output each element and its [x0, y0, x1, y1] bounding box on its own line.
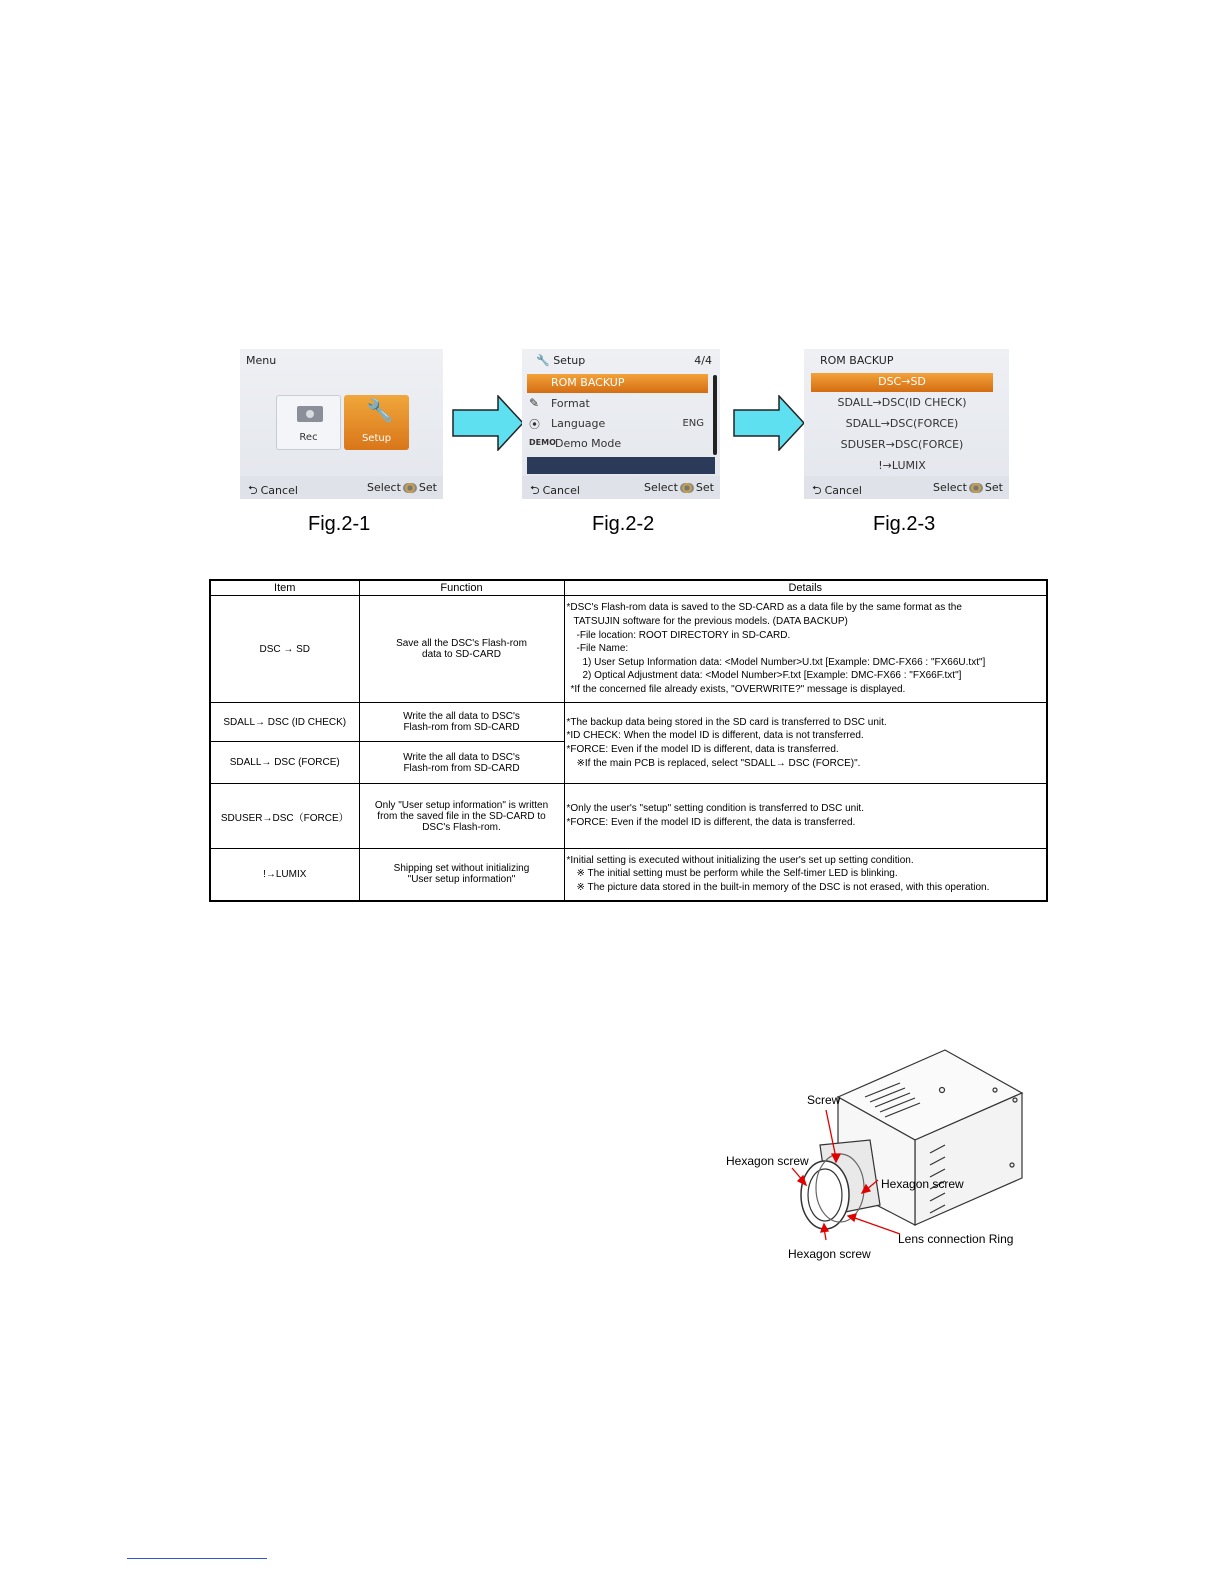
fig-2-2-caption: Fig.2-2	[592, 513, 655, 535]
header-item: Item	[210, 580, 359, 596]
fig-2-2-screen	[522, 349, 720, 499]
menu-item-demo-mode[interactable]: DEMO Demo Mode	[529, 437, 622, 450]
row-item: SDALL→ DSC (ID CHECK)	[210, 703, 359, 742]
fig-2-1-caption: Fig.2-1	[308, 513, 371, 535]
dial-icon	[680, 483, 694, 493]
cancel-button[interactable]: ⮌ Cancel	[812, 483, 862, 497]
return-icon: ⮌	[812, 483, 822, 497]
label-lens-connection-ring: Lens connection Ring	[898, 1232, 1014, 1246]
table-row	[210, 703, 1047, 742]
option-dsc-to-sd[interactable]: DSC→SD	[811, 373, 993, 392]
rec-tile[interactable]	[276, 395, 341, 450]
select-set-hint: Select Set	[643, 481, 714, 494]
page-indicator: 4/4	[694, 354, 712, 367]
row-item: SDALL→ DSC (FORCE)	[210, 742, 359, 784]
fig1-footer	[240, 476, 443, 499]
table-row	[210, 784, 1047, 849]
cancel-button[interactable]: ⮌ Cancel	[530, 483, 580, 497]
row-item: !→LUMIX	[210, 849, 359, 901]
menu-empty-bar	[527, 457, 715, 474]
header-function: Function	[359, 580, 564, 596]
row-item: DSC → SD	[210, 596, 359, 703]
setup-label: Setup	[361, 433, 392, 444]
select-set-hint: Select Set	[932, 481, 1003, 494]
option-sdall-force[interactable]: SDALL→DSC(FORCE)	[845, 417, 959, 430]
option-sduser-force[interactable]: SDUSER→DSC(FORCE)	[840, 438, 964, 451]
arrow-right-icon	[452, 395, 524, 451]
menu-item-rom-backup[interactable]: ROM BACKUP	[527, 374, 708, 393]
arrow-right-icon	[733, 395, 805, 451]
select-set-hint: Select Set	[366, 481, 437, 494]
fig-2-3-caption: Fig.2-3	[873, 513, 936, 535]
table-row	[210, 849, 1047, 901]
row-function: Write the all data to DSC's Flash-rom from SD-CARD	[359, 703, 564, 742]
cancel-button[interactable]: ⮌ Cancel	[248, 483, 298, 497]
wrench-icon: 🔧	[536, 354, 550, 367]
header-details: Details	[564, 580, 1047, 596]
label-hexagon-screw-bottom: Hexagon screw	[788, 1247, 871, 1261]
rec-label: Rec	[299, 432, 318, 443]
return-icon: ⮌	[530, 483, 540, 497]
return-icon: ⮌	[248, 483, 258, 497]
table-header-row	[210, 580, 1047, 596]
row-details: *DSC's Flash-rom data is saved to the SD-CARD as a data file by the same format as the TATSUJIN software for the previous models. (DATA BACKUP) -File location: ROOT DIRECTORY in SD-CARD. -File Name: 1) User Setup Information data: <Model Number>U.txt [Example: DMC-FX66 : "FX66U.txt"] 2) Optical Adjustment data: <Model Number>F.txt [Example: DMC-FX66 : "FX66F.txt"] *If the concerned file already exists, "OVERWRITE?" message is displayed.	[564, 596, 1047, 703]
demo-icon: DEMO	[529, 438, 556, 447]
format-icon: ✎	[529, 396, 540, 410]
row-function: Only "User setup information" is written from the saved file in the SD-CARD to DSC's Flash-rom.	[359, 784, 564, 849]
setup-tile[interactable]	[344, 395, 409, 450]
label-screw: Screw	[807, 1093, 841, 1107]
row-details: *Initial setting is executed without initializing the user's set up setting condition. ※ The initial setting must be perform while the Self-timer LED is blinking. ※ The picture data stored in the built-in memory of the DSC is not erased, with this operation.	[564, 849, 1047, 901]
menu-title: Menu	[246, 354, 277, 367]
menu-item-language[interactable]: ⦿ Language ENG	[529, 417, 704, 431]
dial-icon	[969, 483, 983, 493]
row-details: *Only the user's "setup" setting condition is transferred to DSC unit. *FORCE: Even if the model ID is different, the data is transferred.	[564, 784, 1047, 849]
dial-icon	[403, 483, 417, 493]
setup-title: 🔧 Setup	[536, 354, 586, 367]
scrollbar[interactable]	[713, 375, 717, 455]
row-function: Write the all data to DSC's Flash-rom from SD-CARD	[359, 742, 564, 784]
label-hexagon-screw-right: Hexagon screw	[881, 1177, 964, 1191]
option-lumix[interactable]: !→LUMIX	[878, 459, 926, 472]
option-sdall-id-check[interactable]: SDALL→DSC(ID CHECK)	[837, 396, 967, 409]
fig-2-3-screen	[804, 349, 1009, 499]
row-function: Shipping set without initializing "User setup information"	[359, 849, 564, 901]
fig3-footer	[804, 476, 1009, 499]
footer-link-underline[interactable]	[127, 1558, 267, 1559]
wrench-icon: 🔧	[366, 399, 394, 424]
label-hexagon-screw-left: Hexagon screw	[726, 1154, 809, 1168]
fig2-footer	[522, 476, 720, 499]
row-function: Save all the DSC's Flash-rom data to SD-CARD	[359, 596, 564, 703]
menu-item-format[interactable]: ✎ Format	[529, 396, 590, 410]
row-item: SDUSER→DSC（FORCE）	[210, 784, 359, 849]
row-details-shared: *The backup data being stored in the SD card is transferred to DSC unit. *ID CHECK: When the model ID is different, data is not transferred. *FORCE: Even if the model ID is different, data is transferred. ※If the main PCB is replaced, select "SDALL→ DSC (FORCE)".	[564, 703, 1047, 784]
fig-2-1-screen	[240, 349, 443, 499]
language-icon: ⦿	[529, 418, 540, 431]
rom-backup-table	[209, 579, 1048, 902]
rom-backup-title: ROM BACKUP	[820, 354, 894, 367]
table-row	[210, 596, 1047, 703]
camera-icon	[297, 406, 323, 422]
